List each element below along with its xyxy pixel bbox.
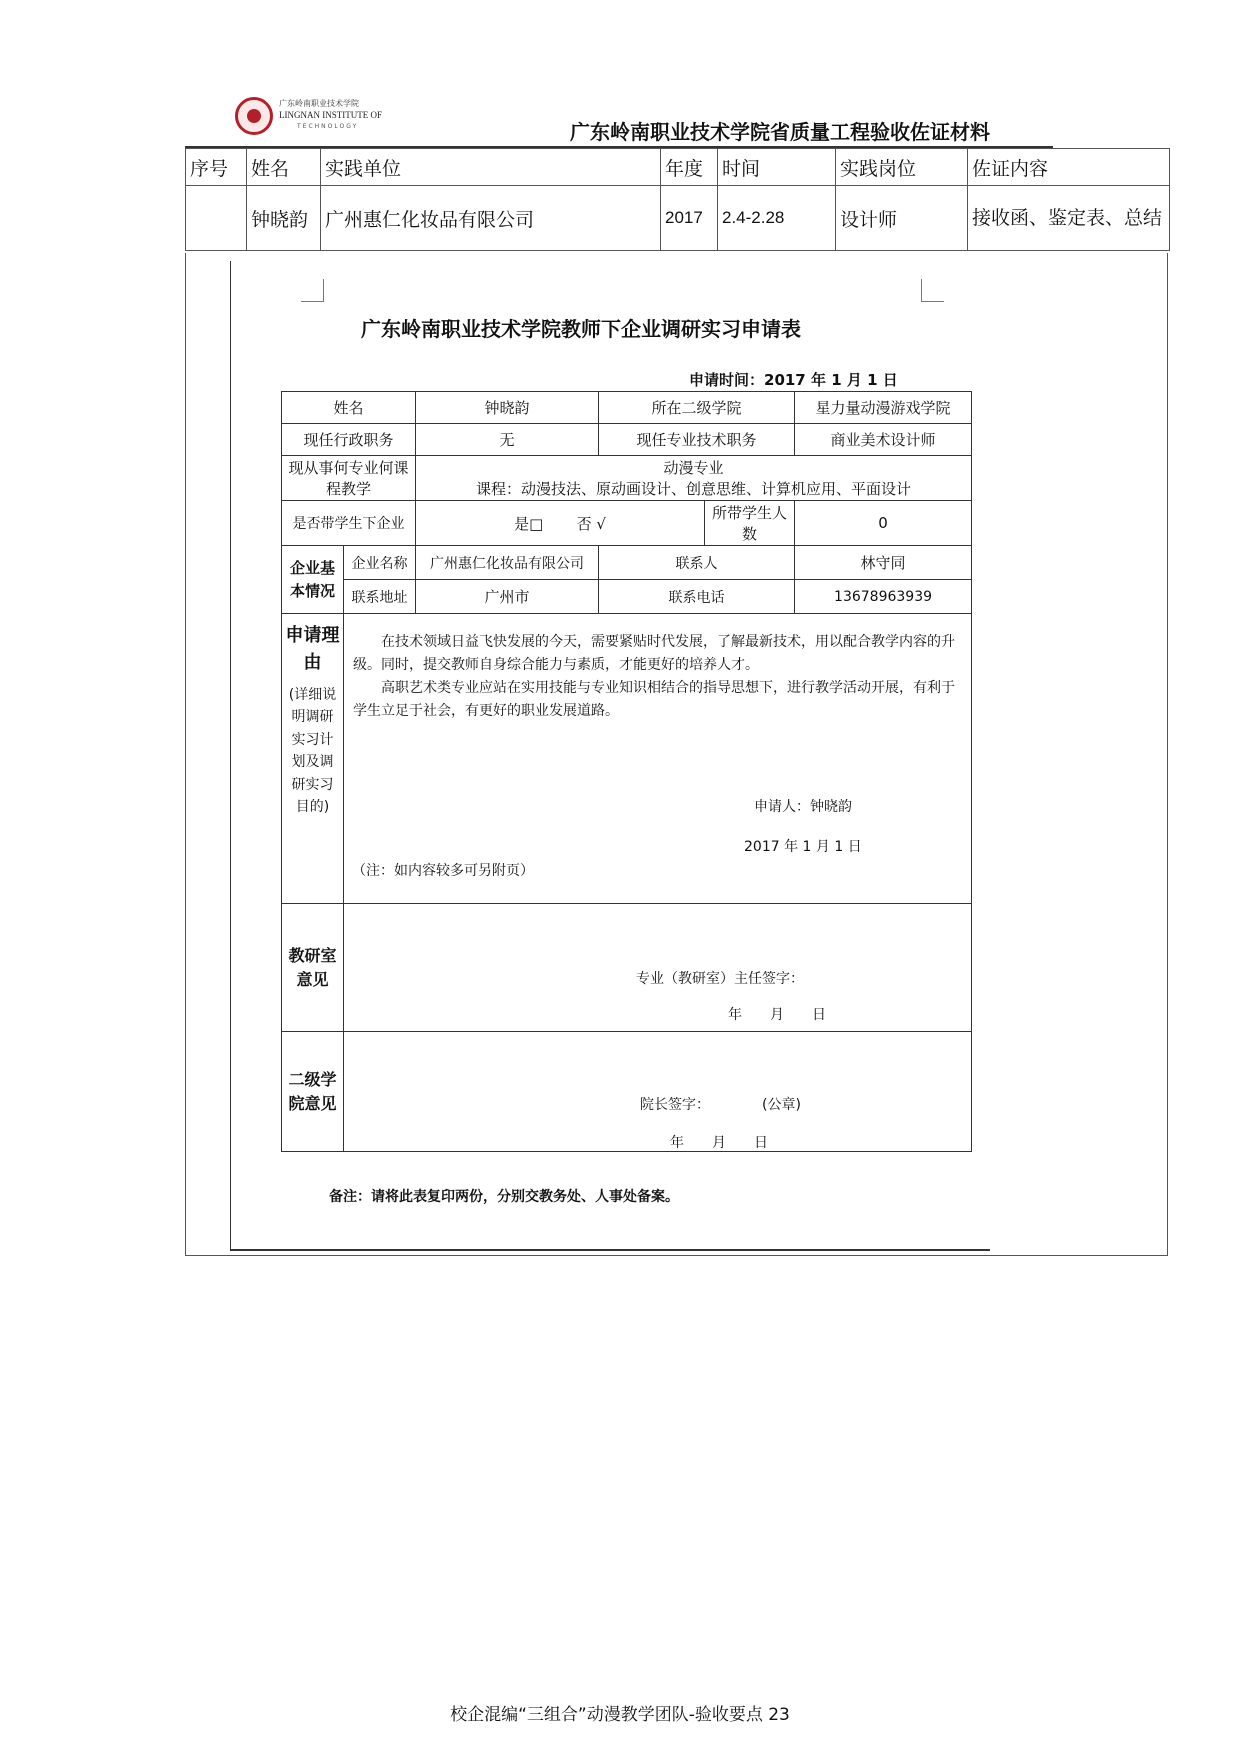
logo-en-text-2: TECHNOLOGY <box>297 123 359 130</box>
dept-opinion-content <box>344 904 972 1032</box>
major-name: 动漫专业 <box>663 459 724 477</box>
admin-post-value: 无 <box>416 424 599 456</box>
header-cell-name: 姓名 <box>247 149 321 186</box>
college-seal-icon <box>235 97 273 135</box>
name-value: 钟晓韵 <box>416 392 599 424</box>
cell-post: 设计师 <box>836 186 968 251</box>
summary-data-row <box>186 186 1170 251</box>
college-opinion-label: 二级学院意见 <box>282 1032 344 1152</box>
college-label: 所在二级学院 <box>599 392 795 424</box>
major-label: 现从事何专业何课程教学 <box>282 456 416 501</box>
reason-label: 申请理由 <box>285 625 340 673</box>
college-date: 年 月 日 <box>670 1135 768 1151</box>
remark-note: 备注：请将此表复印两份，分别交教务处、人事处备案。 <box>329 1189 679 1205</box>
student-count-label: 所带学生人数 <box>705 501 795 546</box>
tech-post-label: 现任专业技术职务 <box>599 424 795 456</box>
dept-opinion-label: 教研室意见 <box>282 904 344 1032</box>
page-footer: 校企混编“三组合”动漫教学团队-验收要点 23 <box>450 1705 790 1725</box>
cell-time: 2.4-2.28 <box>718 186 836 251</box>
form-row <box>282 501 972 546</box>
summary-table <box>185 148 1170 251</box>
document-title: 广东岭南职业技术学院省质量工程验收佐证材料 <box>570 120 990 144</box>
dean-signature: 院长签字： <box>640 1097 710 1113</box>
reason-paragraph-2: 高职艺术类专业应站在实用技能与专业知识相结合的指导思想下，进行教学活动开展，有利于学生立足于社会，有更好的职业发展道路。 <box>353 680 955 720</box>
crop-mark <box>921 279 944 302</box>
logo-en-text: LINGNAN INSTITUTE OF <box>279 110 382 120</box>
company-section-label: 企业基本情况 <box>282 546 344 614</box>
phone-label: 联系电话 <box>599 580 795 614</box>
header-cell-evidence: 佐证内容 <box>968 149 1170 186</box>
header-cell-post: 实践岗位 <box>836 149 968 186</box>
cell-no <box>186 186 247 251</box>
header-cell-unit: 实践单位 <box>321 149 661 186</box>
company-name-value: 广州惠仁化妆品有限公司 <box>416 546 599 580</box>
form-row <box>282 904 972 1032</box>
with-students-value <box>416 501 705 546</box>
reason-content <box>344 614 972 904</box>
cell-year: 2017 <box>661 186 718 251</box>
contact-label: 联系人 <box>599 546 795 580</box>
with-students-no: 否 √ <box>576 514 606 533</box>
header-cell-year: 年度 <box>661 149 718 186</box>
college-logo <box>235 93 382 139</box>
contact-value: 林守同 <box>795 546 972 580</box>
form-row <box>282 392 972 424</box>
summary-header-row <box>186 149 1170 186</box>
apply-time: 申请时间：2017 年 1 月 1 日 <box>689 371 898 389</box>
applicant-signature: 申请人：钟晓韵 <box>754 799 852 815</box>
name-label: 姓名 <box>282 392 416 424</box>
header-cell-time: 时间 <box>718 149 836 186</box>
logo-cn-text: 广东岭南职业技术学院 <box>279 99 359 108</box>
student-count-value: 0 <box>795 501 972 546</box>
header-cell-no: 序号 <box>186 149 247 186</box>
form-row <box>282 546 972 580</box>
dept-signature: 专业（教研室）主任签字： <box>636 971 804 987</box>
reason-hint: (详细说明调研实习计划及调研实习目的) <box>288 687 337 815</box>
official-seal: (公章) <box>762 1097 801 1113</box>
cell-unit: 广州惠仁化妆品有限公司 <box>321 186 661 251</box>
crop-mark <box>301 279 324 302</box>
extra-page-note: （注：如内容较多可另附页） <box>352 863 534 879</box>
cell-name: 钟晓韵 <box>247 186 321 251</box>
admin-post-label: 现任行政职务 <box>282 424 416 456</box>
reason-label-cell <box>282 614 344 904</box>
address-value: 广州市 <box>416 580 599 614</box>
company-name-label: 企业名称 <box>344 546 416 580</box>
college-opinion-content <box>344 1032 972 1152</box>
apply-date: 2017 年 1 月 1 日 <box>744 839 862 855</box>
application-table <box>281 391 972 1152</box>
form-row <box>282 456 972 501</box>
form-row <box>282 1032 972 1152</box>
dept-date: 年 月 日 <box>728 1007 826 1023</box>
phone-value: 13678963939 <box>795 580 972 614</box>
college-value: 星力量动漫游戏学院 <box>795 392 972 424</box>
address-label: 联系地址 <box>344 580 416 614</box>
scanned-application-form <box>230 261 990 1251</box>
tech-post-value: 商业美术设计师 <box>795 424 972 456</box>
with-students-yes: 是□ <box>514 514 544 533</box>
form-row <box>282 424 972 456</box>
major-value <box>416 456 972 501</box>
with-students-label: 是否带学生下企业 <box>282 501 416 546</box>
reason-paragraph-1: 在技术领域日益飞快发展的今天，需要紧贴时代发展，了解最新技术，用以配合教学内容的升级。同时，提交教师自身综合能力与素质，才能更好的培养人才。 <box>353 634 955 674</box>
form-row <box>282 614 972 904</box>
course-list: 课程：动漫技法、原动画设计、创意思维、计算机应用、平面设计 <box>476 480 912 498</box>
form-row <box>282 580 972 614</box>
cell-evidence: 接收函、鉴定表、总结 <box>968 186 1170 251</box>
form-title: 广东岭南职业技术学院教师下企业调研实习申请表 <box>361 317 801 341</box>
